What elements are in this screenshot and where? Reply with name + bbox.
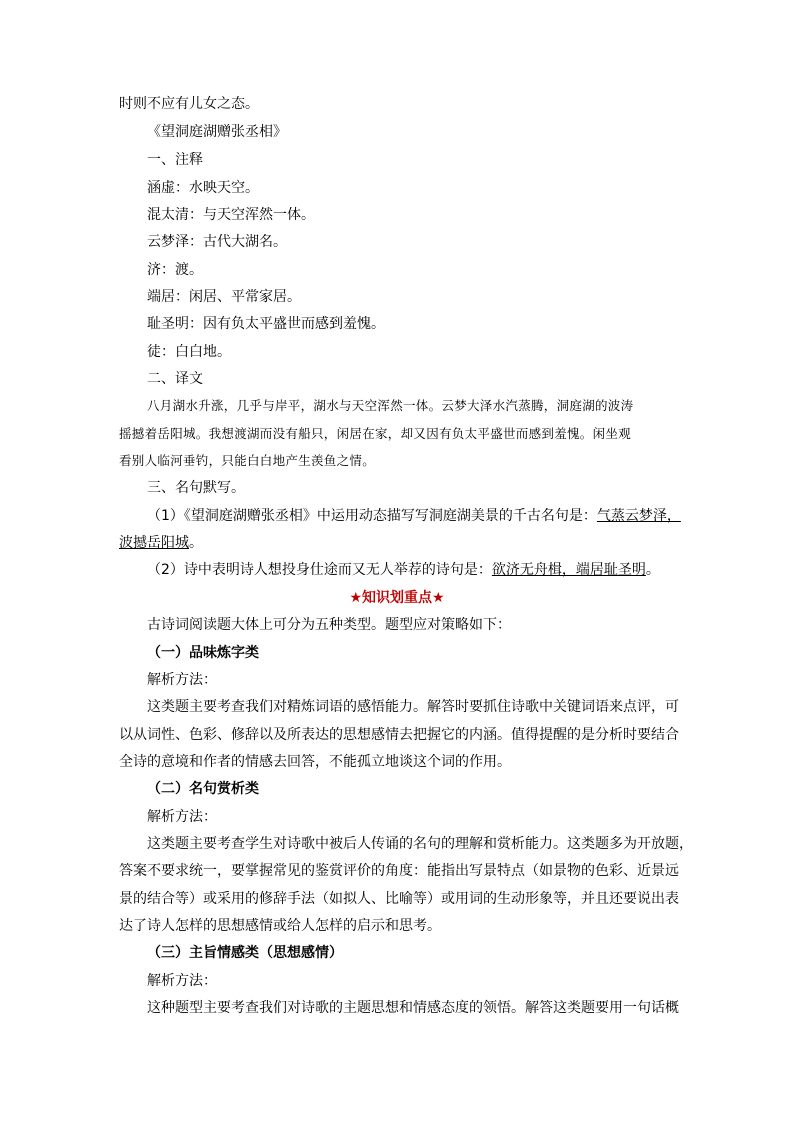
section-heading: 二、译文 — [147, 371, 203, 387]
paragraph-line: 以从词性、色彩、修辞以及所表达的思想感情去把握它的内涵。值得提醒的是分析时要结合 — [119, 727, 679, 743]
answer-text: 气蒸云梦泽， — [596, 508, 681, 524]
paragraph-line: 达了诗人怎样的思想感情或给人怎样的启示和思考。 — [119, 918, 441, 934]
note-item: 混太清：与天空浑然一体。 — [147, 207, 315, 223]
question-text: （2）诗中表明诗人想投身仕途而又无人举荐的诗句是： — [147, 562, 492, 578]
note-item: 端居：闲居、平常家居。 — [147, 289, 301, 305]
paragraph-line: 答案不要求统一，要掌握常见的鉴赏评价的角度：能指出写景特点（如景物的色彩、近景远 — [119, 863, 679, 879]
intro-text: 古诗词阅读题大体上可分为五种类型。题型应对策略如下： — [147, 617, 511, 633]
method-label: 解析方法： — [147, 973, 217, 989]
type-heading: （三）主旨情感类（思想感情） — [147, 945, 343, 961]
answer-text: 欲济无舟楫，端居耻圣明 — [491, 562, 646, 578]
key-points-heading: ★知识划重点★ — [349, 590, 445, 606]
note-item: 徒：白白地。 — [147, 344, 231, 360]
type-heading: （一）品味炼字类 — [147, 645, 259, 661]
translation-line: 摇撼着岳阳城。我想渡湖而没有船只，闲居在家，却又因有负太平盛世而感到羞愧。闲坐观 — [119, 426, 632, 441]
note-item: 云梦泽：古代大湖名。 — [147, 234, 287, 250]
note-item: 济：渡。 — [147, 262, 203, 278]
paragraph-line: 这类题主要考查我们对精炼词语的感悟能力。解答时要抓住诗歌中关键词语来点评，可 — [147, 699, 679, 715]
punctuation: 。 — [645, 562, 660, 578]
section-heading: 一、注释 — [147, 152, 203, 168]
paragraph-line: 景的结合等）或采用的修辞手法（如拟人、比喻等）或用词的生动形象等，并且还要说出表 — [119, 891, 679, 907]
method-label: 解析方法： — [147, 809, 217, 825]
paragraph-line: 这类题主要考查学生对诗歌中被后人传诵的名句的理解和赏析能力。这类题多为开放题， — [147, 836, 693, 852]
question-text: （1）《望洞庭湖赠张丞相》中运用动态描写写洞庭湖美景的千古名句是： — [147, 508, 597, 524]
method-label: 解析方法： — [147, 672, 217, 688]
note-item: 涵虚：水映天空。 — [147, 180, 259, 196]
section-heading: 三、名句默写。 — [147, 480, 245, 496]
paragraph-line: 这种题型主要考查我们对诗歌的主题思想和情感态度的领悟。解答这类题要用一句话概 — [147, 1000, 679, 1016]
poem-title: 《望洞庭湖赠张丞相》 — [147, 124, 287, 140]
translation-line: 看别人临河垂钓，只能白白地产生羡鱼之情。 — [119, 453, 376, 468]
note-item: 耻圣明：因有负太平盛世而感到羞愧。 — [147, 316, 385, 332]
punctuation: 。 — [189, 535, 203, 551]
question-2 — [147, 561, 707, 579]
answer-text: 波撼岳阳城 — [119, 535, 189, 551]
question-1-cont — [119, 534, 679, 552]
text-line: 时则不应有儿女之态。 — [119, 96, 259, 112]
translation-line: 八月湖水升涨，几乎与岸平，湖水与天空浑然一体。云梦大泽水汽蒸腾，洞庭湖的波涛 — [147, 398, 634, 413]
paragraph-line: 全诗的意境和作者的情感去回答，不能孤立地谈这个词的作用。 — [119, 754, 511, 770]
type-heading: （二）名句赏析类 — [147, 781, 259, 797]
question-1 — [147, 507, 707, 525]
